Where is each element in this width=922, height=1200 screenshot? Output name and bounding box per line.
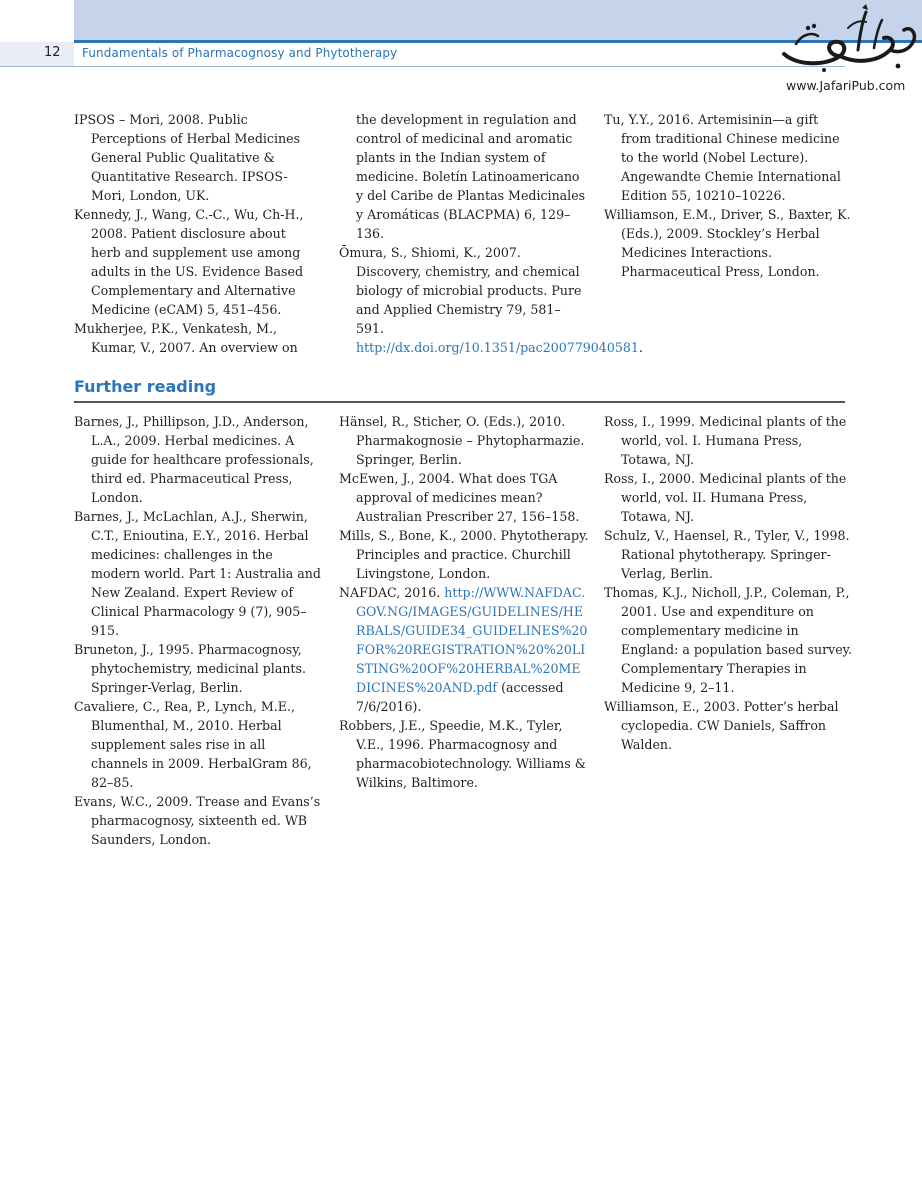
watermark-url: www.JafariPub.com xyxy=(786,78,906,93)
page-number-box xyxy=(0,42,74,66)
reference-text: (accessed 7/6/2016). xyxy=(356,680,564,714)
section-rule xyxy=(74,401,845,403)
page-number: 12 xyxy=(44,45,61,60)
reference-item: Barnes, J., McLachlan, A.J., Sherwin, C.T., Enioutina, E.Y., 2016. Herbal medicines: challenges in the modern world. Part 1: Australia and New Zealand. Expert Review of Clinical Pharmacology 9 (7), 905–915. xyxy=(74,509,321,638)
reference-item xyxy=(339,243,643,357)
reference-item: Cavaliere, C., Rea, P., Lynch, M.E., Blumenthal, M., 2010. Herbal supplement sales rise in all channels in 2009. HerbalGram 86, 82–85. xyxy=(74,699,312,790)
further-reading-column-1 xyxy=(74,412,322,849)
references-column-3 xyxy=(604,110,852,281)
references-column-2 xyxy=(339,110,643,357)
reference-text: . xyxy=(638,340,643,355)
reference-item: Williamson, E.M., Driver, S., Baxter, K. (Eds.), 2009. Stockley’s Herbal Medicines Interactions. Pharmaceutical Press, London. xyxy=(604,207,851,279)
calligraphy-logo-icon xyxy=(778,4,918,80)
reference-item: Robbers, J.E., Speedie, M.K., Tyler, V.E., 1996. Pharmacognosy and pharmacobiotechnology. Williams & Wilkins, Baltimore. xyxy=(339,718,586,790)
further-reading-column-3 xyxy=(604,412,854,754)
section-heading: Further reading xyxy=(74,377,217,396)
reference-continuation: the development in regulation and control of medicinal and aromatic plants in the Indian system of medicine. Boletín Latinoamericano y del Caribe de Plantas Medicinales y Aromáticas (BLACPMA) 6, 129–136. xyxy=(356,112,586,241)
reference-item: Mukherjee, P.K., Venkatesh, M., Kumar, V., 2007. An overview on xyxy=(74,321,298,355)
reference-item: Ross, I., 1999. Medicinal plants of the world, vol. I. Humana Press, Totawa, NJ. xyxy=(604,414,847,467)
reference-item: Barnes, J., Phillipson, J.D., Anderson, L.A., 2009. Herbal medicines. A guide for healthcare professionals, third ed. Pharmaceutical Press, London. xyxy=(74,414,314,505)
reference-item: Hänsel, R., Sticher, O. (Eds.), 2010. Pharmakognosie – Phytopharmazie. Springer, Berlin. xyxy=(339,414,585,467)
reference-item: Kennedy, J., Wang, C.-C., Wu, Ch-H., 2008. Patient disclosure about herb and supplement use among adults in the US. Evidence Based Complementary and Alternative Medicine (eCAM) 5, 451–456. xyxy=(74,207,304,317)
reference-text: NAFDAC, 2016. xyxy=(339,585,445,600)
reference-item: Schulz, V., Haensel, R., Tyler, V., 1998. Rational phytotherapy. Springer-Verlag, Berlin. xyxy=(604,528,850,581)
references-column-1 xyxy=(74,110,314,357)
running-title: Fundamentals of Pharmacognosy and Phytotherapy xyxy=(82,46,398,60)
reference-item: Mills, S., Bone, K., 2000. Phytotherapy. Principles and practice. Churchill Livingstone, London. xyxy=(339,528,589,581)
reference-item: IPSOS – Mori, 2008. Public Perceptions of Herbal Medicines General Public Qualitative & Quantitative Research. IPSOS-Mori, London, UK. xyxy=(74,112,301,203)
reference-item xyxy=(339,583,589,716)
reference-text: Ōmura, S., Shiomi, K., 2007. Discovery, chemistry, and chemical biology of microbial products. Pure and Applied Chemistry 79, 581–591. xyxy=(339,245,582,336)
further-reading-column-2 xyxy=(339,412,589,792)
doi-link[interactable]: http://dx.doi.org/10.1351/pac200779040581 xyxy=(356,340,639,355)
running-head-rule xyxy=(0,66,845,67)
reference-item: Bruneton, J., 1995. Pharmacognosy, phytochemistry, medicinal plants. Springer-Verlag, Berlin. xyxy=(74,642,306,695)
reference-item: Williamson, E., 2003. Potter’s herbal cyclopedia. CW Daniels, Saffron Walden. xyxy=(604,699,839,752)
reference-item: McEwen, J., 2004. What does TGA approval of medicines mean? Australian Prescriber 27, 156–158. xyxy=(339,471,580,524)
nafdac-link[interactable]: http://WWW.NAFDAC.GOV.NG/IMAGES/GUIDELINES/HERBALS/GUIDE34_GUIDELINES%20FOR%20REGISTRATION%20%20LISTING%20OF%20HERBAL%20MEDICINES%20AND.pdf xyxy=(356,585,588,695)
reference-item: Thomas, K.J., Nicholl, J.P., Coleman, P., 2001. Use and expenditure on complementary medicine in England: a population based survey. Complementary Therapies in Medicine 9, 2–11. xyxy=(604,585,853,695)
reference-item: Tu, Y.Y., 2016. Artemisinin—a gift from traditional Chinese medicine to the world (Nobel Lecture). Angewandte Chemie International Edition 55, 10210–10226. xyxy=(604,112,841,203)
reference-item: Evans, W.C., 2009. Trease and Evans’s pharmacognosy, sixteenth ed. WB Saunders, London. xyxy=(74,794,321,847)
reference-item: Ross, I., 2000. Medicinal plants of the world, vol. II. Humana Press, Totawa, NJ. xyxy=(604,471,847,524)
